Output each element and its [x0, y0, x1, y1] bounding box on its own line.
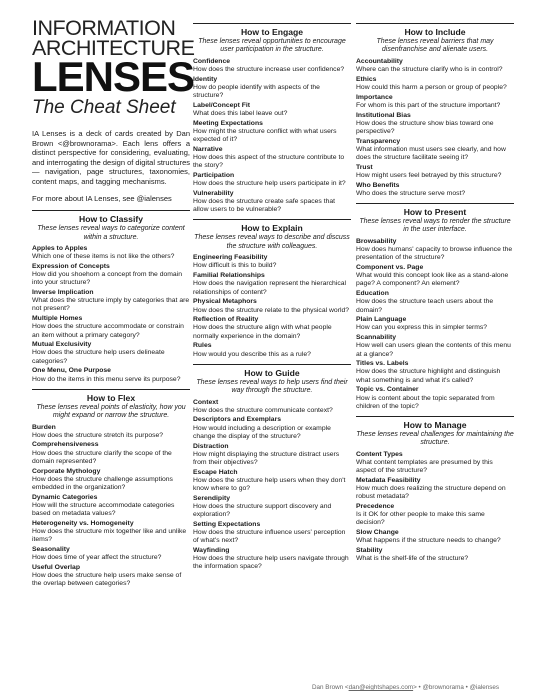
lens-question: How does the navigation represent the hierarchical relationships of content?	[193, 280, 347, 296]
lens-item	[356, 112, 514, 137]
lens-question: How would including a description or example change the display of the structure?	[193, 424, 331, 440]
footer-author: Dan Brown <	[312, 684, 349, 691]
lens-item	[32, 315, 190, 340]
lens-question: How does the structure accommodate or constrain an item without a primary category?	[32, 323, 184, 339]
lens-item	[32, 245, 190, 261]
lens-item	[193, 495, 351, 520]
section-header	[356, 203, 514, 235]
lens-question: How does the structure align with what people normally experience in the domain?	[193, 324, 332, 340]
section-subtitle: These lenses reveal ways to categorize content within a structure.	[37, 225, 185, 241]
lens-question: How do people identify with aspects of the structure?	[193, 83, 320, 100]
lens-item	[32, 424, 190, 440]
lens-item	[193, 254, 351, 270]
lens-item	[193, 399, 351, 415]
lens-question: How does the structure help users navigate through the information space?	[193, 555, 349, 571]
lens-item	[356, 334, 514, 359]
lens-question: Where can the structure clarify who is in control?	[356, 66, 503, 74]
lens-name: Metadata Feasibility	[356, 476, 421, 484]
section-classify	[32, 210, 190, 384]
lens-item	[356, 547, 514, 563]
lens-name: Confidence	[193, 57, 231, 65]
lens-question: How does the structure highlight and distinguish what something is and what it's called?	[356, 368, 501, 384]
lens-item	[32, 367, 190, 383]
lens-name: Mutual Exclusivity	[32, 341, 92, 349]
lens-item	[356, 529, 514, 545]
section-title: How to Explain	[241, 223, 303, 234]
lens-question: What is the shelf-life of the structure?	[356, 555, 469, 563]
lens-question: How can you express this in simpler terms?	[356, 324, 488, 332]
lens-question: How much does realizing the structure depend on robust metadata?	[356, 485, 506, 501]
lens-item	[193, 272, 351, 297]
section-header	[356, 23, 514, 55]
title-subtitle: The Cheat Sheet	[32, 97, 176, 118]
lens-name: Accountability	[356, 57, 403, 65]
lens-name: Vulnerability	[193, 189, 234, 197]
lens-question: How does humans' capacity to browse influence the presentation of the structure?	[356, 246, 513, 262]
lens-item	[356, 451, 514, 476]
lens-question: How difficult is this to build?	[193, 262, 277, 270]
column-middle	[193, 18, 351, 573]
section-title: How to Classify	[79, 214, 143, 225]
lens-question: What does the structure imply by categories that are not present?	[32, 297, 190, 313]
lens-question: How does the structure stretch its purpose?	[32, 431, 164, 439]
footer-email-link[interactable]: dan@eightshapes.com	[348, 684, 414, 691]
lens-name: Useful Overlap	[32, 563, 80, 571]
lens-name: Setting Expectations	[193, 520, 261, 528]
lens-question: How does the structure support discovery and exploration?	[193, 502, 332, 519]
lens-item	[193, 102, 351, 118]
title-line-architecture: ARCHITECTURE	[32, 36, 195, 60]
section-title: How to Present	[403, 207, 467, 218]
intro-more-link-text: For more about IA Lenses, see @ialenses	[32, 193, 172, 203]
lens-item	[356, 316, 514, 332]
lens-name: Component vs. Page	[356, 263, 424, 271]
lens-name: Institutional Bias	[356, 111, 411, 119]
lens-item	[193, 316, 351, 341]
lens-item	[193, 58, 351, 74]
lens-item	[193, 521, 351, 546]
lens-item	[193, 547, 351, 572]
footer-handles: > • @brownorama • @ialenses	[413, 684, 500, 691]
lens-question: How does the structure mix together like and unlike items?	[32, 527, 187, 544]
lens-name: Identity	[193, 75, 218, 83]
title-line-information: INFORMATION	[32, 16, 176, 40]
lens-name: Precedence	[356, 502, 395, 510]
lens-question: What happens if the structure needs to change?	[356, 537, 501, 545]
lens-name: Seasonality	[32, 545, 70, 553]
lens-item	[193, 469, 351, 494]
lens-question: How will the structure accommodate categories based on metadata values?	[32, 501, 175, 518]
lens-name: One Menu, One Purpose	[32, 367, 111, 375]
section-subtitle: These lenses reveal ways to describe and discuss the structure with colleagues.	[194, 234, 350, 250]
lens-question: How does the structure influence users' perception of what's next?	[193, 529, 346, 545]
lens-name: Reflection of Reality	[193, 316, 259, 324]
lens-question: How does the structure teach users about the domain?	[356, 298, 494, 314]
lens-item	[356, 477, 514, 502]
lens-item	[356, 503, 514, 528]
lens-name: Who Benefits	[356, 181, 400, 189]
lens-item	[32, 564, 190, 589]
lens-question: How does the structure communicate context?	[193, 406, 333, 414]
lens-question: What content templates are presumed by this aspect of the structure?	[356, 458, 493, 475]
lens-item	[32, 289, 190, 314]
lens-name: Escape Hatch	[193, 468, 238, 476]
lens-name: Participation	[193, 171, 235, 179]
lens-name: Expression of Concepts	[32, 262, 110, 270]
lens-question: For whom is this part of the structure important?	[356, 101, 501, 109]
title-block	[32, 16, 195, 119]
lens-item	[193, 76, 351, 101]
lens-question: What does this label leave out?	[193, 110, 288, 118]
lens-name: Burden	[32, 423, 56, 431]
section-flex	[32, 389, 190, 589]
section-title: How to Include	[404, 27, 466, 37]
section-title: How to Guide	[244, 367, 300, 378]
section-subtitle: These lenses reveal opportunities to encourage user participation in the structure.	[198, 38, 346, 54]
footer-credits	[312, 684, 499, 691]
lens-question: How does the structure clarify the scope of the domain represented?	[32, 449, 172, 465]
section-subtitle: These lenses reveal ways to render the structure in the user interface.	[359, 218, 511, 234]
lens-question: How does the structure help users make sense of the overlap between categories?	[32, 571, 182, 588]
section-header	[32, 389, 190, 421]
lens-name: Distraction	[193, 442, 229, 450]
lens-item	[356, 164, 514, 180]
lens-item	[32, 468, 190, 493]
intro-paragraph: IA Lenses is a deck of cards created by Dan Brown <@brownorama>. Each lens offers a distinct perspective for considering, evaluating, and interrogating the design of digital structures — navigation, page structures, taxonomies, content maps, and tagging mechanisms.	[32, 129, 191, 186]
lens-name: Topic vs. Container	[356, 386, 419, 394]
lens-question: How did you shoehorn a concept from the domain into your structure?	[32, 271, 182, 287]
section-title: How to Manage	[403, 419, 467, 430]
lens-item	[356, 138, 514, 163]
section-header	[193, 23, 351, 55]
lens-name: Rules	[193, 342, 212, 350]
lens-item	[193, 190, 351, 215]
section-present	[356, 203, 514, 411]
lens-item	[356, 238, 514, 263]
lens-question: How does the structure increase user confidence?	[193, 66, 345, 74]
lens-name: Slow Change	[356, 529, 399, 537]
lens-name: Context	[193, 398, 219, 406]
lens-name: Heterogeneity vs. Homogeneity	[32, 519, 134, 527]
lens-name: Plain Language	[356, 316, 407, 324]
lens-item	[193, 120, 351, 145]
lens-name: Content Types	[356, 450, 403, 458]
section-subtitle: These lenses reveal barriers that may disenfranchise and alienate users.	[376, 38, 494, 54]
section-manage	[356, 416, 514, 563]
lens-question: How might users feel betrayed by this structure?	[356, 171, 502, 179]
section-subtitle: These lenses reveal challenges for maintaining the structure.	[356, 430, 514, 447]
lens-item	[193, 443, 351, 468]
lens-question: How well can users glean the contents of this menu at a glance?	[356, 342, 511, 358]
section-header	[356, 416, 514, 448]
lens-question: How do the items in this menu serve its purpose?	[32, 375, 181, 383]
lens-name: Transparency	[356, 137, 401, 145]
lens-question: What would this concept look like as a stand-alone page? A component? An element?	[356, 272, 509, 288]
lens-name: Trust	[356, 163, 373, 171]
lens-item	[356, 94, 514, 110]
lens-item	[32, 441, 190, 466]
lens-name: Serendipity	[193, 494, 231, 502]
lens-name: Narrative	[193, 145, 223, 153]
lens-name: Corporate Mythology	[32, 467, 101, 475]
lens-question: What information must users see clearly, and how does the structure facilitate seeing it?	[356, 145, 506, 162]
section-engage	[193, 23, 351, 214]
lens-question: How does the structure help users when they don't know where to go?	[193, 476, 346, 493]
section-explain	[193, 219, 351, 358]
lens-item	[356, 182, 514, 198]
section-header	[32, 210, 190, 242]
lens-item	[193, 342, 351, 358]
lens-question: How is content about the topic separated from children of the topic?	[356, 394, 495, 410]
lens-question: How would you describe this as a rule?	[193, 350, 311, 358]
lens-name: Ethics	[356, 75, 377, 83]
column-right	[356, 18, 514, 565]
lens-name: Engineering Feasibility	[193, 254, 268, 262]
lens-item	[32, 341, 190, 366]
lens-name: Inverse Implication	[32, 288, 94, 296]
lens-name: Descriptors and Exemplars	[193, 416, 282, 424]
lens-item	[356, 76, 514, 92]
section-include	[356, 23, 514, 198]
lens-name: Titles vs. Labels	[356, 360, 409, 368]
section-subtitle: These lenses reveal ways to help users find their way through the structure.	[196, 378, 348, 395]
section-guide	[193, 364, 351, 572]
lens-name: Browsability	[356, 237, 397, 245]
lens-item	[356, 290, 514, 315]
lens-item	[356, 264, 514, 289]
section-title: How to Flex	[86, 392, 136, 403]
lens-question: How does the structure relate to the physical world?	[193, 306, 350, 314]
lens-question: How could this harm a person or group of people?	[356, 83, 507, 91]
lens-question: How might the structure conflict with what users expected of it?	[193, 127, 337, 144]
lens-name: Stability	[356, 546, 383, 554]
section-subtitle: These lenses reveal points of elasticity, how you might expand or narrow the structure.	[36, 403, 186, 420]
lens-name: Multiple Homes	[32, 315, 83, 323]
lens-name: Familial Relationships	[193, 272, 265, 280]
lens-item	[193, 146, 351, 171]
lens-name: Apples to Apples	[32, 244, 88, 252]
lens-question: How does time of year affect the structure?	[32, 554, 162, 562]
lens-name: Importance	[356, 93, 393, 101]
lens-question: How might displaying the structure distract users from their objectives?	[193, 450, 340, 466]
lens-question: How does this aspect of the structure contribute to the story?	[193, 154, 345, 170]
lens-question: How does the structure challenge assumptions embedded in the organization?	[32, 475, 173, 491]
lens-name: Education	[356, 290, 389, 298]
lens-name: Scannability	[356, 334, 397, 342]
column-left	[32, 16, 195, 590]
lens-question: Who does the structure serve most?	[356, 189, 466, 197]
lens-item	[193, 416, 351, 441]
lens-item	[32, 263, 190, 288]
lens-item	[356, 360, 514, 385]
lens-item	[356, 386, 514, 411]
section-title: How to Engage	[240, 27, 304, 37]
lens-item	[32, 520, 190, 545]
section-header	[193, 219, 351, 251]
section-header	[193, 364, 351, 396]
lens-name: Wayfinding	[193, 546, 230, 554]
lens-name: Meeting Expectations	[193, 119, 263, 127]
lens-question: How does the structure create safe spaces that allow users to be vulnerable?	[193, 198, 336, 214]
lens-name: Label/Concept Fit	[193, 101, 251, 109]
lens-question: How does the structure help users participate in it?	[193, 180, 346, 188]
lens-item	[32, 546, 190, 562]
lens-name: Dynamic Categories	[32, 493, 98, 501]
lens-question: How does the structure show bias toward one perspective?	[356, 119, 494, 135]
lens-name: Physical Metaphors	[193, 298, 257, 306]
lens-question: Which one of these items is not like the others?	[32, 253, 175, 261]
lens-item	[193, 172, 351, 188]
lens-question: How does the structure help users delineate categories?	[32, 349, 165, 365]
lens-item	[32, 494, 190, 519]
lens-item	[356, 58, 514, 74]
title-lenses: LENSES	[32, 53, 195, 100]
lens-item	[193, 298, 351, 314]
lens-question: Is it OK for other people to make this same decision?	[356, 511, 485, 527]
lens-name: Comprehensiveness	[32, 441, 99, 449]
